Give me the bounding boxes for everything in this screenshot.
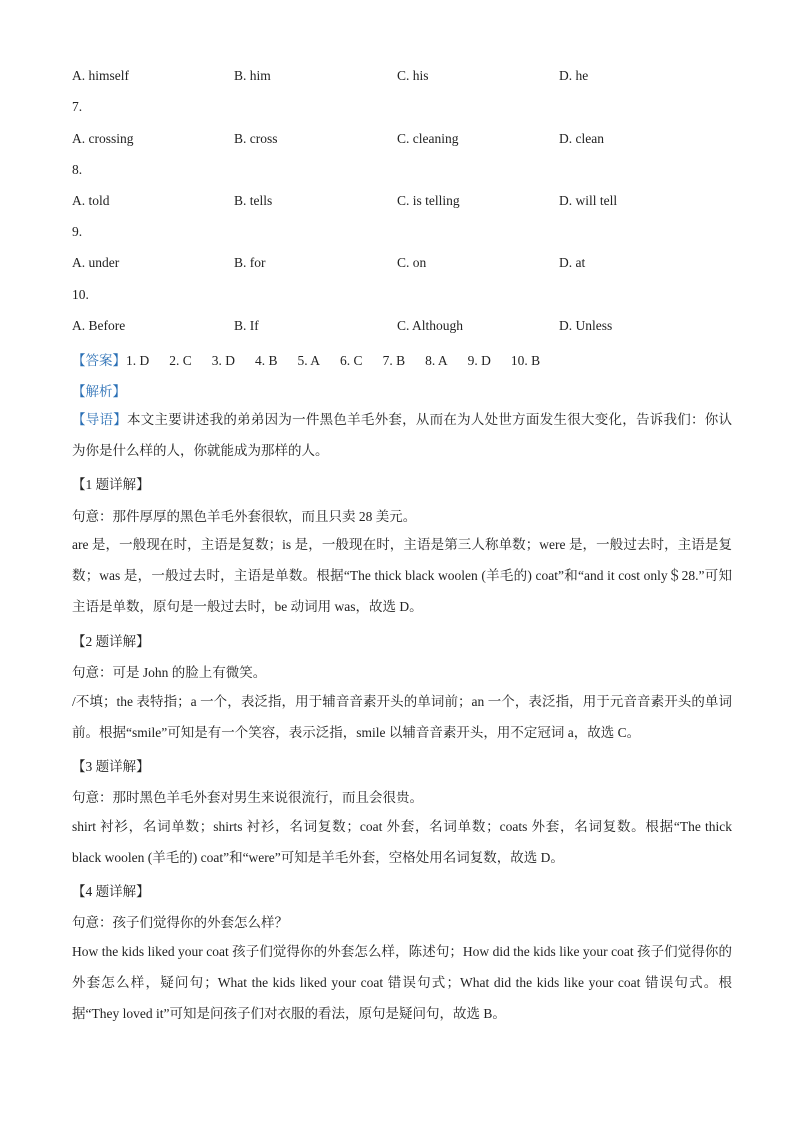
- answer-item: 9. D: [467, 353, 491, 368]
- q6-option-d: D. he: [559, 68, 589, 83]
- detail-3-meaning: 句意：那时黑色羊毛外套对男生来说很流行，而且会很贵。: [72, 790, 423, 805]
- detail-3-title: 【3 题详解】: [72, 759, 150, 774]
- detail-4-title: 【4 题详解】: [72, 884, 150, 899]
- answer-item: 4. B: [255, 353, 278, 368]
- q7-option-a: A. crossing: [72, 131, 134, 146]
- q6-options: [72, 68, 732, 88]
- answer-item: 7. B: [382, 353, 406, 368]
- q6-option-c: C. his: [397, 68, 429, 83]
- q10-option-b: B. If: [234, 318, 259, 333]
- q8-option-c: C. is telling: [397, 193, 460, 208]
- q7-option-c: C. cleaning: [397, 131, 459, 146]
- q10-option-d: D. Unless: [559, 318, 613, 333]
- q9-option-b: B. for: [234, 255, 266, 270]
- detail-4-explain: How the kids liked your coat 孩子们觉得你的外套怎么样，陈述句；How did the kids like your coat 孩子们觉得你的外套怎么样，疑问句；What the kids liked your coat 错误句式；What did the kids like your coat 错误句式。根据“They loved it”可知是问孩子们对衣服的看法，原句是疑问句，故选 B。: [72, 944, 732, 1021]
- detail-2-meaning: 句意：可是 John 的脸上有微笑。: [72, 665, 267, 680]
- q8-number: 8.: [72, 162, 83, 177]
- q6-option-a: A. himself: [72, 68, 129, 83]
- answer-item: 2. C: [169, 353, 192, 368]
- detail-2-explain: /不填；the 表特指；a 一个，表泛指，用于辅音音素开头的单词前；an 一个，表泛指，用于元音音素开头的单词前。根据“smile”可知是有一个笑容，表示泛指，smile 以辅音音素开头，用不定冠词 a，故选 C。: [72, 694, 732, 740]
- detail-3-explain: shirt 衬衫，名词单数；shirts 衬衫，名词复数；coat 外套，名词单数；coats 外套，名词复数。根据“The thick black woolen (羊毛的) coat”和“were”可知是羊毛外套，空格处用名词复数，故选 D。: [72, 819, 732, 865]
- q10-number: 10.: [72, 287, 89, 302]
- answer-item: 5. A: [297, 353, 321, 368]
- q7-option-b: B. cross: [234, 131, 278, 146]
- q9-option-c: C. on: [397, 255, 427, 270]
- detail-1-meaning: 句意：那件厚厚的黑色羊毛外套很软，而且只卖 28 美元。: [72, 509, 417, 524]
- q10-option-c: C. Although: [397, 318, 464, 333]
- detail-1-explain: are 是，一般现在时，主语是复数；is 是，一般现在时，主语是第三人称单数；were 是，一般过去时，主语是复数；was 是，一般过去时，主语是单数。根据“The thick black woolen (羊毛的) coat”和“and it cost only＄28.”可知主语是单数，原句是一般过去时，be 动词用 was，故选 D。: [72, 537, 732, 614]
- q7-option-d: D. clean: [559, 131, 604, 146]
- q8-option-d: D. will tell: [559, 193, 618, 208]
- q9-options: [72, 255, 732, 275]
- analysis-heading: 【解析】: [72, 384, 126, 399]
- q10-option-a: A. Before: [72, 318, 126, 333]
- q7-options: [72, 131, 732, 151]
- q7-number: 7.: [72, 99, 83, 114]
- guide-paragraph: [72, 404, 732, 466]
- q9-number: 9.: [72, 224, 83, 239]
- answer-item: 1. D: [126, 353, 150, 368]
- answer-item: 3. D: [211, 353, 236, 368]
- q8-options: [72, 193, 732, 213]
- answer-label: 【答案】: [72, 353, 126, 368]
- answer-item: 6. C: [340, 353, 363, 368]
- answer-item: 8. A: [425, 353, 448, 368]
- q9-option-a: A. under: [72, 255, 120, 270]
- q10-options: [72, 318, 732, 338]
- guide-text: 本文主要讲述我的弟弟因为一件黑色羊毛外套，从而在为人处世方面发生很大变化，告诉我们：你认为你是什么样的人，你就能成为那样的人。: [72, 412, 733, 458]
- answer-item: 10. B: [510, 353, 541, 368]
- q9-option-d: D. at: [559, 255, 586, 270]
- q6-option-b: B. him: [234, 68, 271, 83]
- detail-1-title: 【1 题详解】: [72, 477, 150, 492]
- q8-option-a: A. told: [72, 193, 110, 208]
- detail-4-meaning: 句意：孩子们觉得你的外套怎么样？: [72, 915, 288, 930]
- guide-label: 【导语】: [72, 412, 128, 427]
- answer-key: [72, 349, 560, 369]
- detail-2-title: 【2 题详解】: [72, 634, 150, 649]
- q8-option-b: B. tells: [234, 193, 273, 208]
